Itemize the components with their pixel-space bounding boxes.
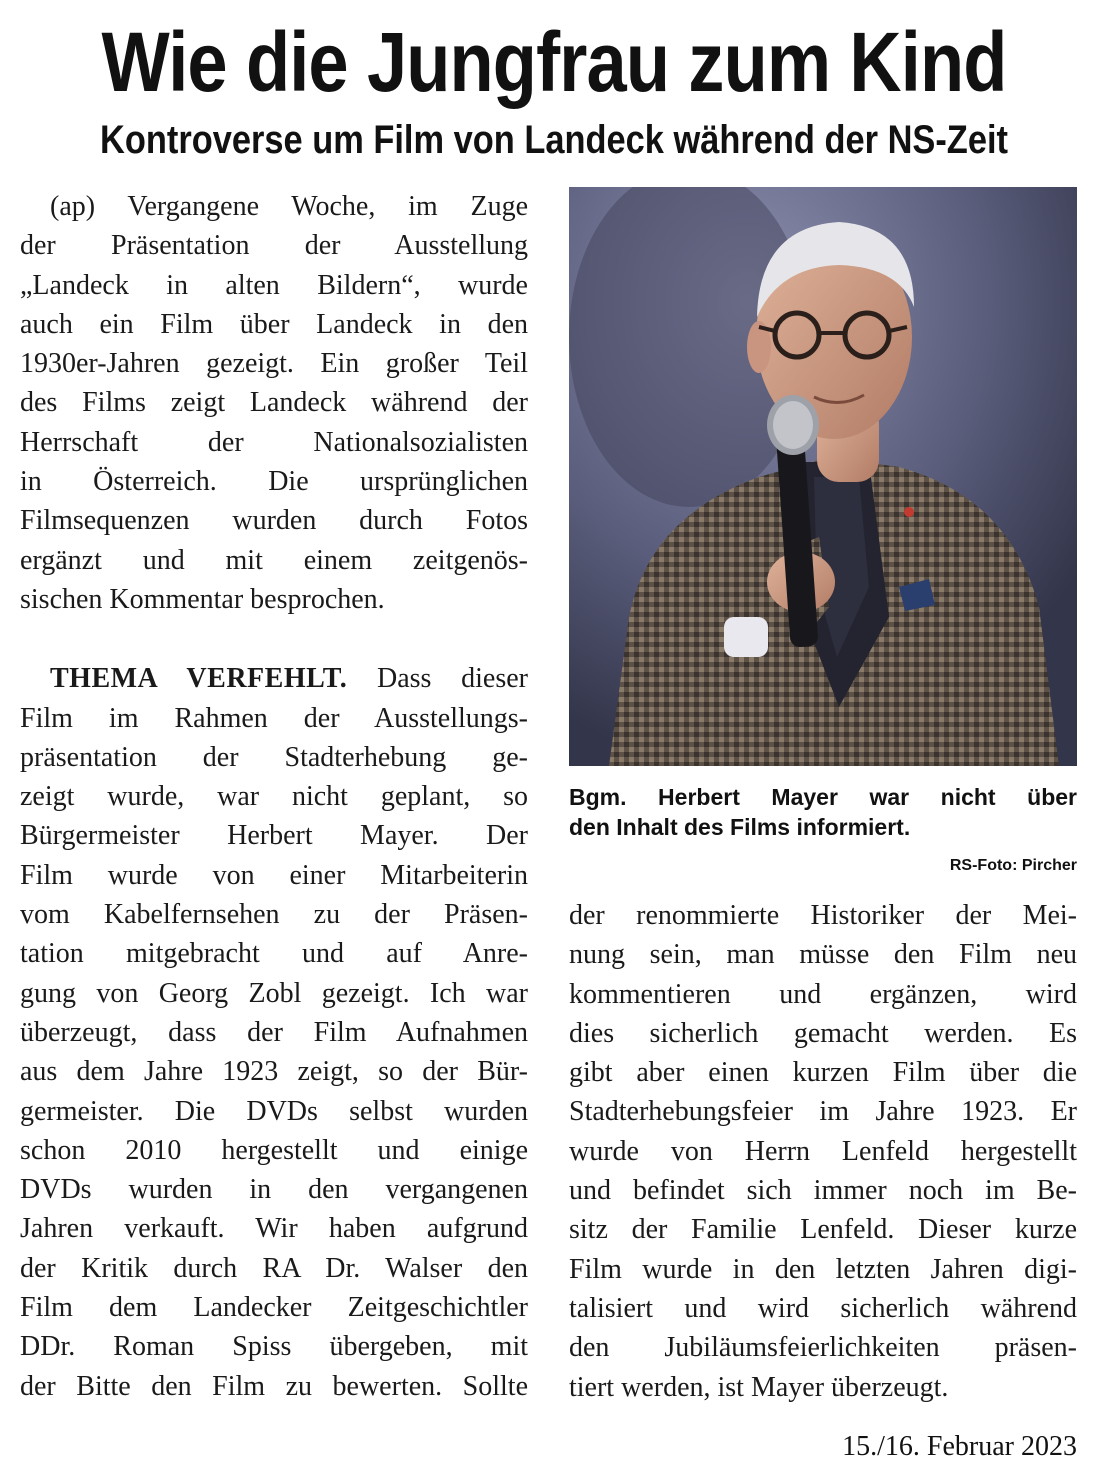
portrait-photo	[569, 187, 1077, 766]
text-line: (ap) Vergangene Woche, im Zuge	[50, 191, 528, 222]
subheadline: Kontroverse um Film von Landeck während der NS-Zeit	[100, 118, 1008, 162]
text-line: 1930er-Jahren gezeigt. Ein großer Teil	[20, 348, 528, 380]
caption-line: den Inhalt des Films informiert.	[569, 814, 911, 840]
paragraph-intro	[20, 187, 528, 619]
text-line: „Landeck in alten Bildern“, wurde	[20, 269, 528, 301]
text-line: den Jubiläumsfeierlichkeiten präsen-	[569, 1332, 1077, 1364]
text-line: tiert werden, ist Mayer überzeugt.	[569, 1371, 949, 1403]
text-line: ergänzt und mit einem zeitgenös-	[20, 544, 528, 576]
text-line: Film wurde in den letzten Jahren digi-	[569, 1253, 1077, 1285]
issue-date: 15./16. Februar 2023	[842, 1431, 1077, 1462]
photo-credit: RS-Foto: Pircher	[949, 857, 1077, 874]
text-line: sitz der Familie Lenfeld. Dieser kurze	[569, 1214, 1077, 1246]
text-line: präsentation der Stadterhebung ge-	[20, 741, 528, 773]
text-line: der renommierte Historiker der Mei-	[569, 900, 1077, 931]
text-line: germeister. Die DVDs selbst wurden	[20, 1095, 528, 1127]
text-line: Stadterhebungsfeier im Jahre 1923. Er	[569, 1096, 1077, 1128]
headline: Wie die Jungfrau zum Kind	[101, 15, 1007, 109]
article-right-column	[569, 896, 1077, 1407]
text-line: talisiert und wird sicherlich während	[569, 1292, 1077, 1324]
text-line: auch ein Film über Landeck in den	[20, 308, 528, 340]
text-line: vom Kabelfernsehen zu der Präsen-	[20, 899, 528, 931]
photo-caption	[569, 782, 1077, 842]
text-line: DVDs wurden in den vergangenen	[20, 1174, 528, 1206]
text-line: gung von Georg Zobl gezeigt. Ich war	[20, 977, 528, 1009]
text-line: der Präsentation der Ausstellung	[20, 230, 528, 262]
text-line: Jahren verkauft. Wir haben aufgrund	[20, 1213, 528, 1245]
text-line: und befindet sich immer noch im Be-	[569, 1175, 1077, 1207]
text-fragment: Dass dieser	[347, 663, 528, 695]
text-line: kommentieren und ergänzen, wird	[569, 978, 1077, 1010]
section-lead: THEMA VERFEHLT.	[50, 663, 348, 695]
portrait-illustration	[569, 187, 1077, 766]
text-line: schon 2010 hergestellt und einige	[20, 1134, 528, 1166]
paragraph-gap	[20, 619, 528, 659]
text-line: der Kritik durch RA Dr. Walser den	[20, 1252, 528, 1284]
text-line: Film wurde von einer Mitarbeiterin	[20, 859, 528, 891]
text-line: des Films zeigt Landeck während der	[20, 387, 528, 419]
caption-line: Bgm. Herbert Mayer war nicht über	[569, 784, 1077, 810]
text-line: Bürgermeister Herbert Mayer. Der	[20, 820, 528, 852]
text-line: Film dem Landecker Zeitgeschichtler	[20, 1292, 528, 1324]
text-line: dies sicherlich gemacht werden. Es	[569, 1017, 1077, 1049]
text-line: Herrschaft der Nationalsozialisten	[20, 426, 528, 458]
text-line: überzeugt, dass der Film Aufnahmen	[20, 1016, 528, 1048]
text-line: Film im Rahmen der Ausstellungs-	[20, 702, 528, 734]
text-line: aus dem Jahre 1923 zeigt, so der Bür-	[20, 1056, 528, 1088]
text-line: in Österreich. Die ursprünglichen	[20, 466, 528, 498]
text-line: wurde von Herrn Lenfeld hergestellt	[569, 1135, 1077, 1167]
article-left-column	[20, 187, 528, 1406]
text-line: gibt aber einen kurzen Film über die	[569, 1057, 1077, 1089]
text-line: zeigt wurde, war nicht geplant, so	[20, 781, 528, 813]
text-line: DDr. Roman Spiss übergeben, mit	[20, 1331, 528, 1363]
text-line: nung sein, man müsse den Film neu	[569, 939, 1077, 971]
text-line: sischen Kommentar besprochen.	[20, 583, 385, 615]
text-line: tation mitgebracht und auf Anre-	[20, 938, 528, 970]
text-line	[20, 659, 528, 698]
text-line: Filmsequenzen wurden durch Fotos	[20, 505, 528, 537]
text-line: der Bitte den Film zu bewerten. Sollte	[20, 1370, 528, 1402]
paragraph-thema-verfehlt	[20, 659, 528, 1406]
